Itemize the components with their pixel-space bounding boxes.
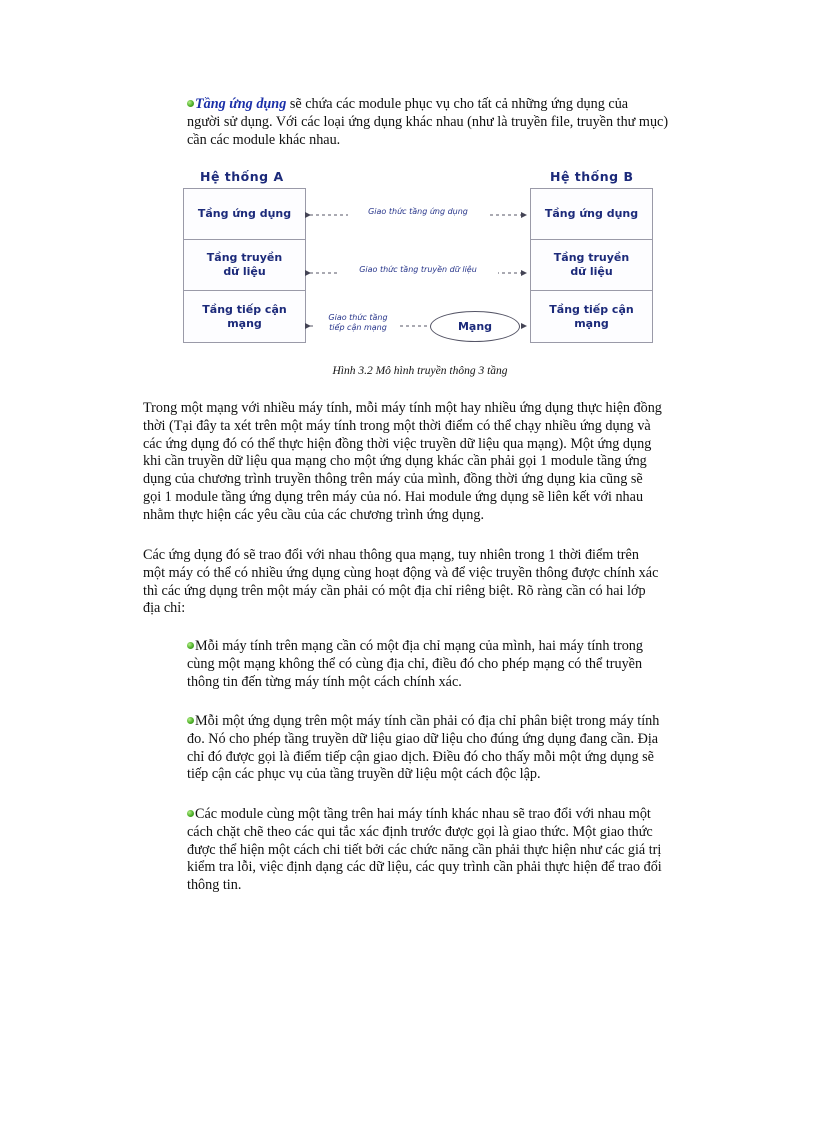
intro-term: Tầng ứng dụng	[195, 96, 287, 112]
bullet-item-3: Các module cùng một tầng trên hai máy tính khác nhau sẽ trao đổi với nhau một cách chặt chẽ theo các qui tắc xác định trước được gọi là giao thức. Một giao thức được thể hiện một cách chi tiết bởi các chức năng cần phải thực hiện như các giá trị kiểm tra lỗi, việc định dạng các dữ liệu, các quy trình cần phải thực hiện để trao đổi thông tin.	[187, 806, 662, 894]
system-b-title: Hệ thống B	[550, 169, 634, 184]
bullet-item-1: Mỗi máy tính trên mạng cần có một địa chỉ mạng của mình, hai máy tính trong cùng một mạng không thể có cùng địa chỉ, điều đó cho phép mạng có thể truyền thông tin đến từng máy tính một cách chính xác.	[187, 638, 643, 690]
system-a-layer-network: Tầng tiếp cận mạng	[202, 302, 287, 330]
protocol-network-label: Giao thức tầng tiếp cận mạng	[316, 313, 400, 333]
intro-paragraph	[187, 96, 727, 149]
intro-line3: cần các module khác nhau.	[187, 131, 341, 148]
three-layer-diagram	[178, 164, 648, 350]
protocol-application-label: Giao thức tầng ứng dụng	[348, 207, 488, 217]
bullet-icon	[187, 100, 194, 107]
paragraph-1: Trong một mạng với nhiều máy tính, mỗi máy tính một hay nhiều ứng dụng thực hiện đồng thời (Tại đây ta xét trên một máy tính trong một thời điểm có thể chạy nhiều ứng dụng và các ứng dụng đó có thể thực hiện đồng thời việc truyền dữ liệu qua mạng). Một ứng dụng khi cần truyền dữ liệu qua mạng cho một ứng dụng khác cần phải gọi 1 module tầng ứng dụng của chương trình truyền thông trên máy của mình, đồng thời ứng dụng kia cũng sẽ gọi 1 module tầng ứng dụng trên máy của nó. Hai module ứng dụng sẽ liên kết với nhau nhằm thực hiện các yêu cầu của các chương trình ứng dụng.	[143, 400, 662, 523]
system-b-layer-network: Tầng tiếp cận mạng	[549, 302, 634, 330]
intro-line1: sẽ chứa các module phục vụ cho tất cả những ứng dụng của	[286, 96, 629, 112]
intro-line2: người sử dụng. Với các loại ứng dụng khác nhau (như là truyền file, truyền thư mục)	[187, 113, 669, 130]
protocol-transport-label: Giao thức tầng truyền dữ liệu	[338, 265, 498, 275]
bullet-item-2: Mỗi một ứng dụng trên một máy tính cần phải có địa chỉ phân biệt trong máy tính đo. Nó cho phép tầng truyền dữ liệu giao dữ liệu cho đúng ứng dụng đang cần. Địa chỉ đó được gọi là điểm tiếp cận giao dịch. Điều đó cho thấy mỗi một ứng dụng sẽ tiếp cận các phục vụ của tầng truyền dữ liệu một cách độc lập.	[187, 713, 660, 783]
bullet-icon	[187, 642, 194, 649]
bullet-icon	[187, 810, 194, 817]
system-a-layer-transport: Tầng truyền dữ liệu	[184, 240, 305, 291]
protocol-arrows	[178, 164, 648, 350]
network-ellipse: Mạng	[430, 311, 520, 342]
system-a-title: Hệ thống A	[200, 169, 284, 184]
bullet-icon	[187, 717, 194, 724]
system-a-layer-application: Tầng ứng dụng	[184, 189, 305, 240]
system-b-layer-application: Tầng ứng dụng	[531, 189, 652, 240]
system-b-layer-transport: Tầng truyền dữ liệu	[531, 240, 652, 291]
figure-caption: Hình 3.2 Mô hình truyền thông 3 tầng	[332, 365, 508, 377]
paragraph-2: Các ứng dụng đó sẽ trao đổi với nhau thông qua mạng, tuy nhiên trong 1 thời điểm trên một máy có thể có nhiều ứng dụng cùng hoạt động và để việc truyền thông được chính xác thì các ứng dụng trên một máy cần phải có một địa chỉ riêng biệt. Rõ ràng cần có hai lớp địa chỉ:	[143, 547, 659, 617]
